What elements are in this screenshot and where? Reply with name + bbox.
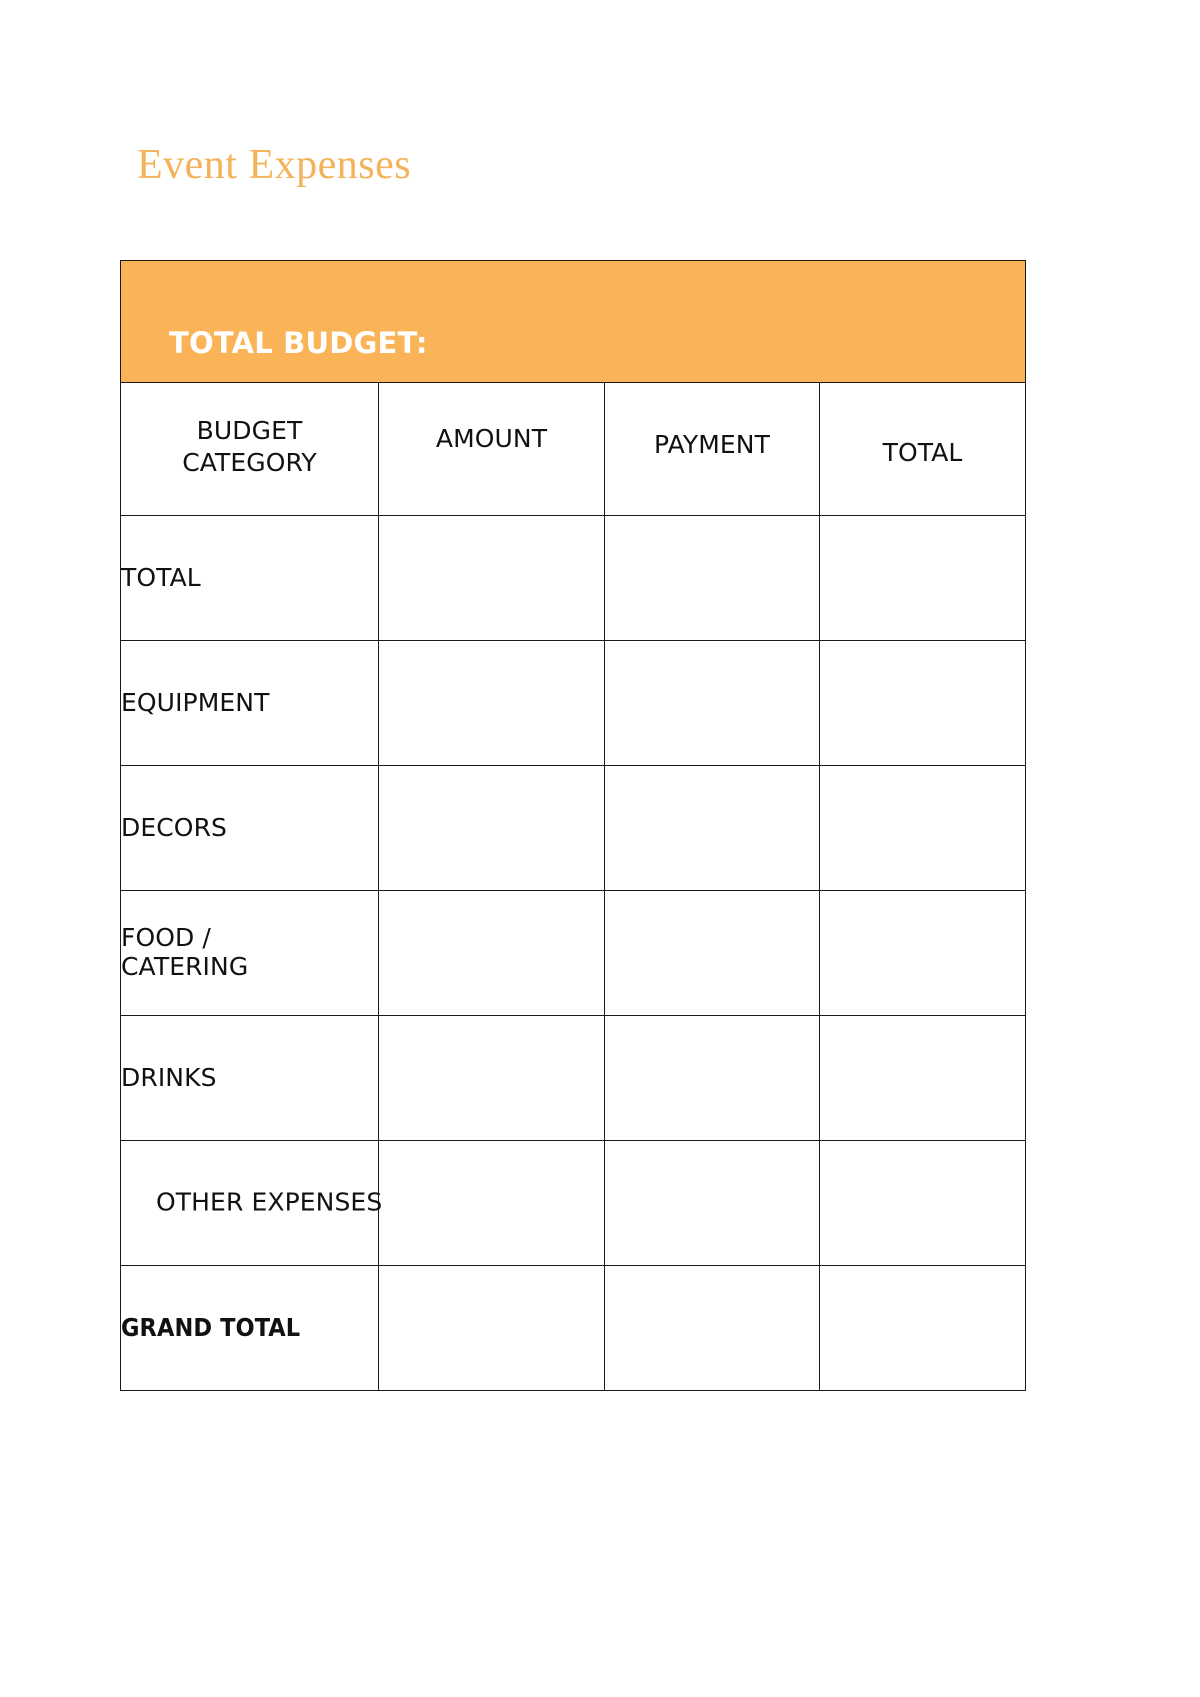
table-row: [121, 1266, 1026, 1391]
column-header-budget-category-line2: CATEGORY: [182, 448, 317, 477]
row-category-cell: [121, 891, 379, 1016]
header-cell-amount: [379, 383, 605, 516]
row-category-label: TOTAL: [121, 562, 201, 592]
row-total-cell[interactable]: [820, 1141, 1026, 1266]
column-header-total: TOTAL: [882, 438, 963, 467]
row-payment-cell[interactable]: [605, 1266, 820, 1391]
row-payment-cell[interactable]: [605, 766, 820, 891]
event-expenses-table: [120, 260, 1026, 1391]
header-cell-payment: [605, 383, 820, 516]
column-header-budget-category-line1: BUDGET: [196, 416, 303, 445]
row-total-cell[interactable]: [820, 766, 1026, 891]
row-category-label: EQUIPMENT: [121, 687, 270, 717]
row-amount-cell[interactable]: [379, 516, 605, 641]
row-payment-cell[interactable]: [605, 1141, 820, 1266]
row-amount-cell[interactable]: [379, 891, 605, 1016]
row-category-cell: [121, 1141, 383, 1266]
row-category-cell: [121, 641, 379, 766]
table-row: [121, 641, 1026, 766]
total-budget-label: TOTAL BUDGET:: [169, 326, 428, 360]
table-banner-row: [121, 261, 1026, 383]
row-category-label: DRINKS: [121, 1062, 217, 1092]
row-category-cell: [121, 1016, 379, 1141]
row-total-cell[interactable]: [820, 516, 1026, 641]
row-total-cell[interactable]: [820, 1266, 1026, 1391]
row-total-cell[interactable]: [820, 1016, 1026, 1141]
row-category-label-line1: FOOD /: [121, 923, 211, 953]
column-header-budget-category: [121, 415, 378, 483]
table-row: [121, 1016, 1026, 1141]
row-category-label: [121, 924, 378, 982]
row-category-label: DECORS: [121, 812, 228, 842]
column-header-amount: AMOUNT: [435, 424, 548, 453]
row-amount-cell[interactable]: [379, 1141, 605, 1266]
table-row: [121, 766, 1026, 891]
row-category-label: GRAND TOTAL: [121, 1312, 301, 1342]
row-amount-cell[interactable]: [379, 1016, 605, 1141]
total-budget-banner-cell: [121, 261, 1026, 383]
header-cell-total: [820, 383, 1026, 516]
column-header-payment: PAYMENT: [654, 430, 770, 459]
row-payment-cell[interactable]: [605, 891, 820, 1016]
table-row: [121, 1141, 1026, 1266]
row-total-cell[interactable]: [820, 641, 1026, 766]
row-amount-cell[interactable]: [379, 1266, 605, 1391]
table-row: [121, 516, 1026, 641]
row-amount-cell[interactable]: [379, 766, 605, 891]
row-category-cell: [121, 1266, 379, 1391]
page-title: Event Expenses: [137, 142, 412, 188]
row-payment-cell[interactable]: [605, 1016, 820, 1141]
row-payment-cell[interactable]: [605, 516, 820, 641]
row-category-cell: [121, 516, 379, 641]
header-cell-category: [121, 383, 379, 516]
table-row: [121, 891, 1026, 1016]
row-category-label: OTHER EXPENSES: [156, 1187, 383, 1217]
row-total-cell[interactable]: [820, 891, 1026, 1016]
table-header-row: [121, 383, 1026, 516]
row-category-label-line2: CATERING: [121, 952, 249, 981]
row-category-cell: [121, 766, 379, 891]
row-payment-cell[interactable]: [605, 641, 820, 766]
row-amount-cell[interactable]: [379, 641, 605, 766]
